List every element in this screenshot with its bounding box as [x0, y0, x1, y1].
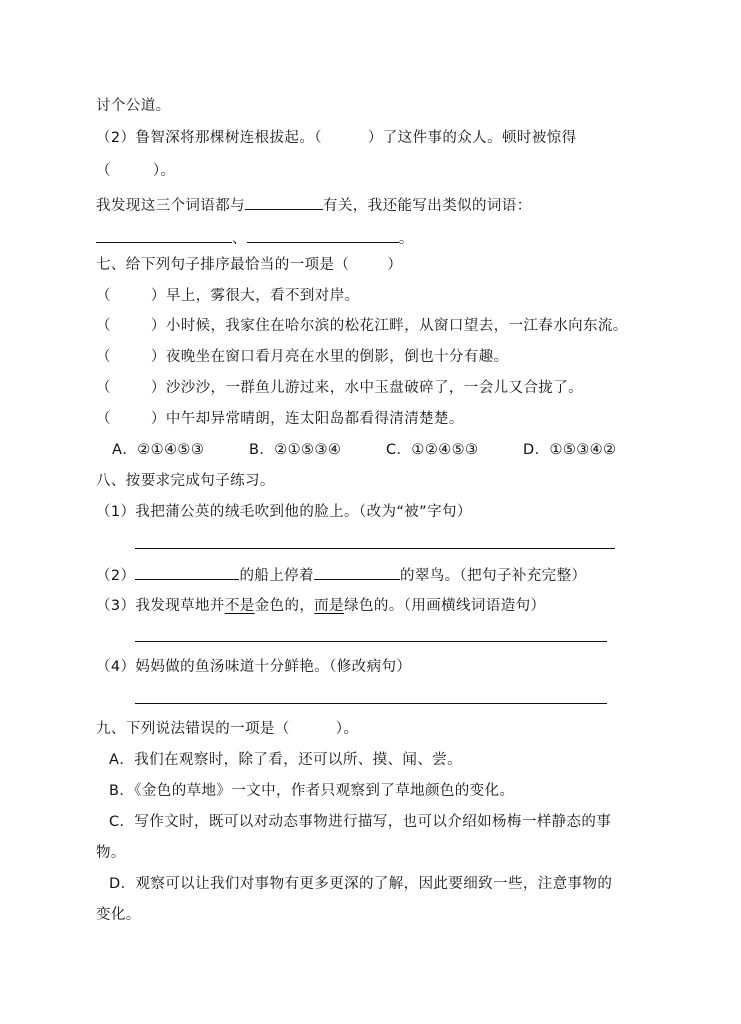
q9-option-c-cont: 物。 [96, 845, 126, 861]
q8-item3-underlined-2: 而是 [314, 598, 345, 614]
q7-sentence-4: （ ）沙沙沙，一群鱼儿游过来，水中玉盘破碎了，一会儿又合拢了。 [96, 380, 584, 396]
q8-item2: （2） 的船上停着 的翠鸟。（把句子补充完整） [96, 565, 586, 585]
q7-option-a[interactable]: A．②①④⑤③ [112, 442, 205, 458]
q8-title: 八、按要求完成句子练习。 [96, 473, 275, 489]
q8-item4-answer-line[interactable] [135, 703, 607, 704]
q7-option-d[interactable]: D．①⑤③④② [523, 442, 617, 458]
q8-item2-blank2[interactable] [314, 565, 400, 580]
q8-item1: （1）我把蒲公英的绒毛吹到他的脸上。（改为“被”字句） [96, 504, 472, 520]
q6-item2: （2）鲁智深将那棵树连根拔起。（ ）了这件事的众人。顿时被惊得 [96, 130, 577, 146]
q6-words-line: 、 。 [96, 228, 414, 248]
q9-option-a[interactable]: A．我们在观察时，除了看，还可以所、摸、闻、尝。 [109, 752, 463, 768]
q7-title: 七、给下列句子排序最恰当的一项是（ ） [96, 257, 403, 273]
q8-item3-underlined-1: 不是 [224, 598, 255, 614]
q7-sentence-5: （ ）中午却异常晴朗，连太阳岛都看得清清楚楚。 [96, 411, 464, 427]
q8-item1-answer-line[interactable] [135, 548, 615, 549]
q9-option-b[interactable]: B．《金色的草地》一文中，作者只观察到了草地颜色的变化。 [109, 783, 515, 799]
q7-option-b[interactable]: B．②①⑤③④ [249, 442, 342, 458]
q8-item2-blank1[interactable] [135, 565, 239, 580]
q9-option-c[interactable]: C．写作文时，既可以对动态事物进行描写，也可以介绍如杨梅一样静态的事 [109, 814, 612, 830]
q6-word-blank1[interactable] [96, 228, 232, 243]
q6-word-blank2[interactable] [247, 228, 399, 243]
q7-sentence-1: （ ）早上，雾很大，看不到对岸。 [96, 288, 360, 304]
q8-item4: （4）妈妈做的鱼汤味道十分鲜艳。（修改病句） [96, 659, 412, 675]
q6-line-end: 讨个公道。 [96, 98, 171, 114]
q7-option-c[interactable]: C．①②④⑤③ [386, 442, 479, 458]
q8-item3: （3）我发现草地并不是金色的，而是绿色的。（用画横线词语造句） [96, 598, 546, 614]
q9-option-d[interactable]: D．观察可以让我们对事物有更多更深的了解，因此要细致一些，注意事物的 [109, 876, 613, 892]
q6-item2-cont: （ ）。 [96, 163, 176, 179]
q9-option-d-cont: 变化。 [96, 907, 141, 923]
q6-discover-blank[interactable] [245, 195, 323, 210]
q6-discover: 我发现这三个词语都与 有关，我还能写出类似的词语： [96, 195, 532, 215]
q8-item3-answer-line[interactable] [135, 641, 607, 642]
q7-options [112, 441, 616, 459]
q7-sentence-2: （ ）小时候，我家住在哈尔滨的松花江畔，从窗口望去，一江春水向东流。 [96, 318, 628, 334]
q9-title: 九、下列说法错误的一项是（ ）。 [96, 721, 359, 737]
q7-sentence-3: （ ）夜晚坐在窗口看月亮在水里的倒影，倒也十分有趣。 [96, 349, 509, 365]
